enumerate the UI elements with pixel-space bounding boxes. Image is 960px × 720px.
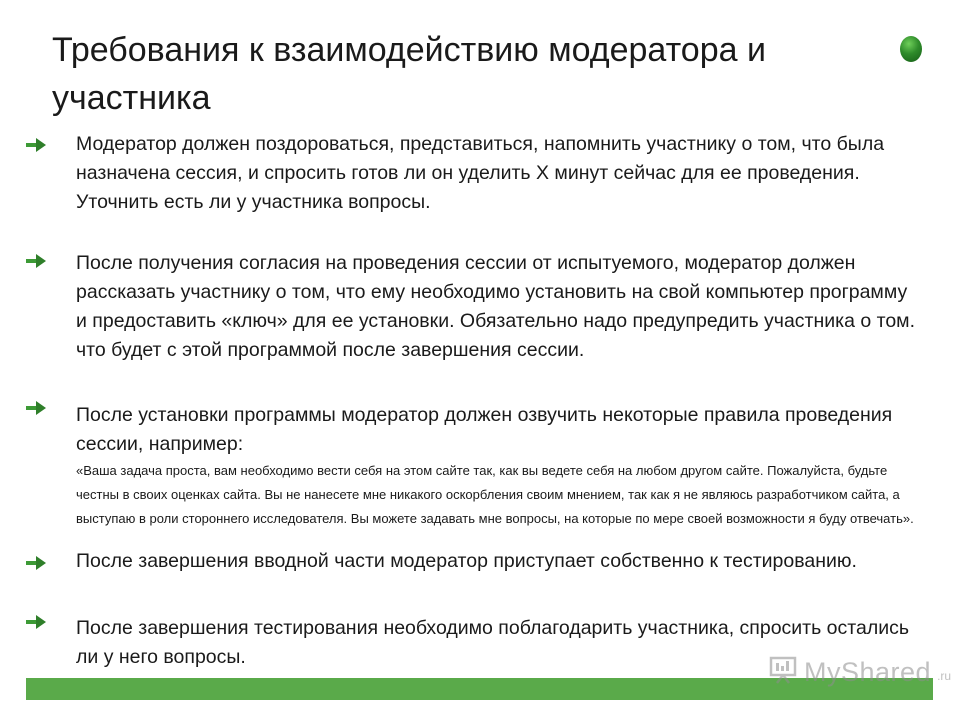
- logo-suffix: .ru: [937, 669, 952, 683]
- list-item-text: После установки программы модератор должен озвучить некоторые правила проведения сессии, например:: [76, 404, 893, 455]
- arrow-bullet-icon: [26, 615, 46, 629]
- list-item-text: После получения согласия на проведения сессии от испытуемого, модератор должен рассказать участнику о том, что ему необходимо установить на свой компьютер программу и предоставить «ключ» для ее установки. Обязательно надо предупредить участника о том. что будет с этой программой после завершения сессии.: [76, 252, 915, 361]
- presentation-board-icon: [768, 655, 798, 690]
- arrow-bullet-icon: [26, 254, 46, 268]
- arrow-bullet-icon: [26, 138, 46, 152]
- green-bullet-icon: [900, 36, 922, 62]
- quote-text: «Ваша задача проста, вам необходимо вести себя на этом сайте так, как вы ведете себя на любом другом сайте. Пожалуйста, будьте честны в своих оценках сайта. Вы не нанесете мне никакого оскорбления своим мнением, так как я не являюсь разработчиком сайта, а выступаю в роли стороннего исследователя. Вы можете задавать мне вопросы, на которые по мере своей возможности я буду отвечать».: [76, 463, 914, 526]
- list-item-text: После завершения тестирования необходимо поблагодарить участника, спросить остались ли у него вопросы.: [76, 617, 910, 668]
- list-item-text: Модератор должен поздороваться, представиться, напомнить участнику о том, что была назначена сессия, и спросить готов ли он уделить X минут сейчас для ее проведения.: [76, 133, 885, 184]
- list-item-text: Уточнить есть ли у участника вопросы.: [76, 191, 431, 213]
- arrow-bullet-icon: [26, 401, 46, 415]
- list-item: [76, 401, 916, 531]
- list-item: [76, 130, 916, 217]
- list-item: [76, 249, 916, 365]
- slide-title: Требования к взаимодействию модератора и участника: [52, 31, 766, 117]
- arrow-bullet-icon: [26, 556, 46, 570]
- list-item: [76, 547, 916, 576]
- logo-text: MyShared: [804, 656, 932, 687]
- list-item-text: После завершения вводной части модератор приступает собственно к тестированию.: [76, 550, 857, 572]
- myshared-logo: [768, 655, 951, 689]
